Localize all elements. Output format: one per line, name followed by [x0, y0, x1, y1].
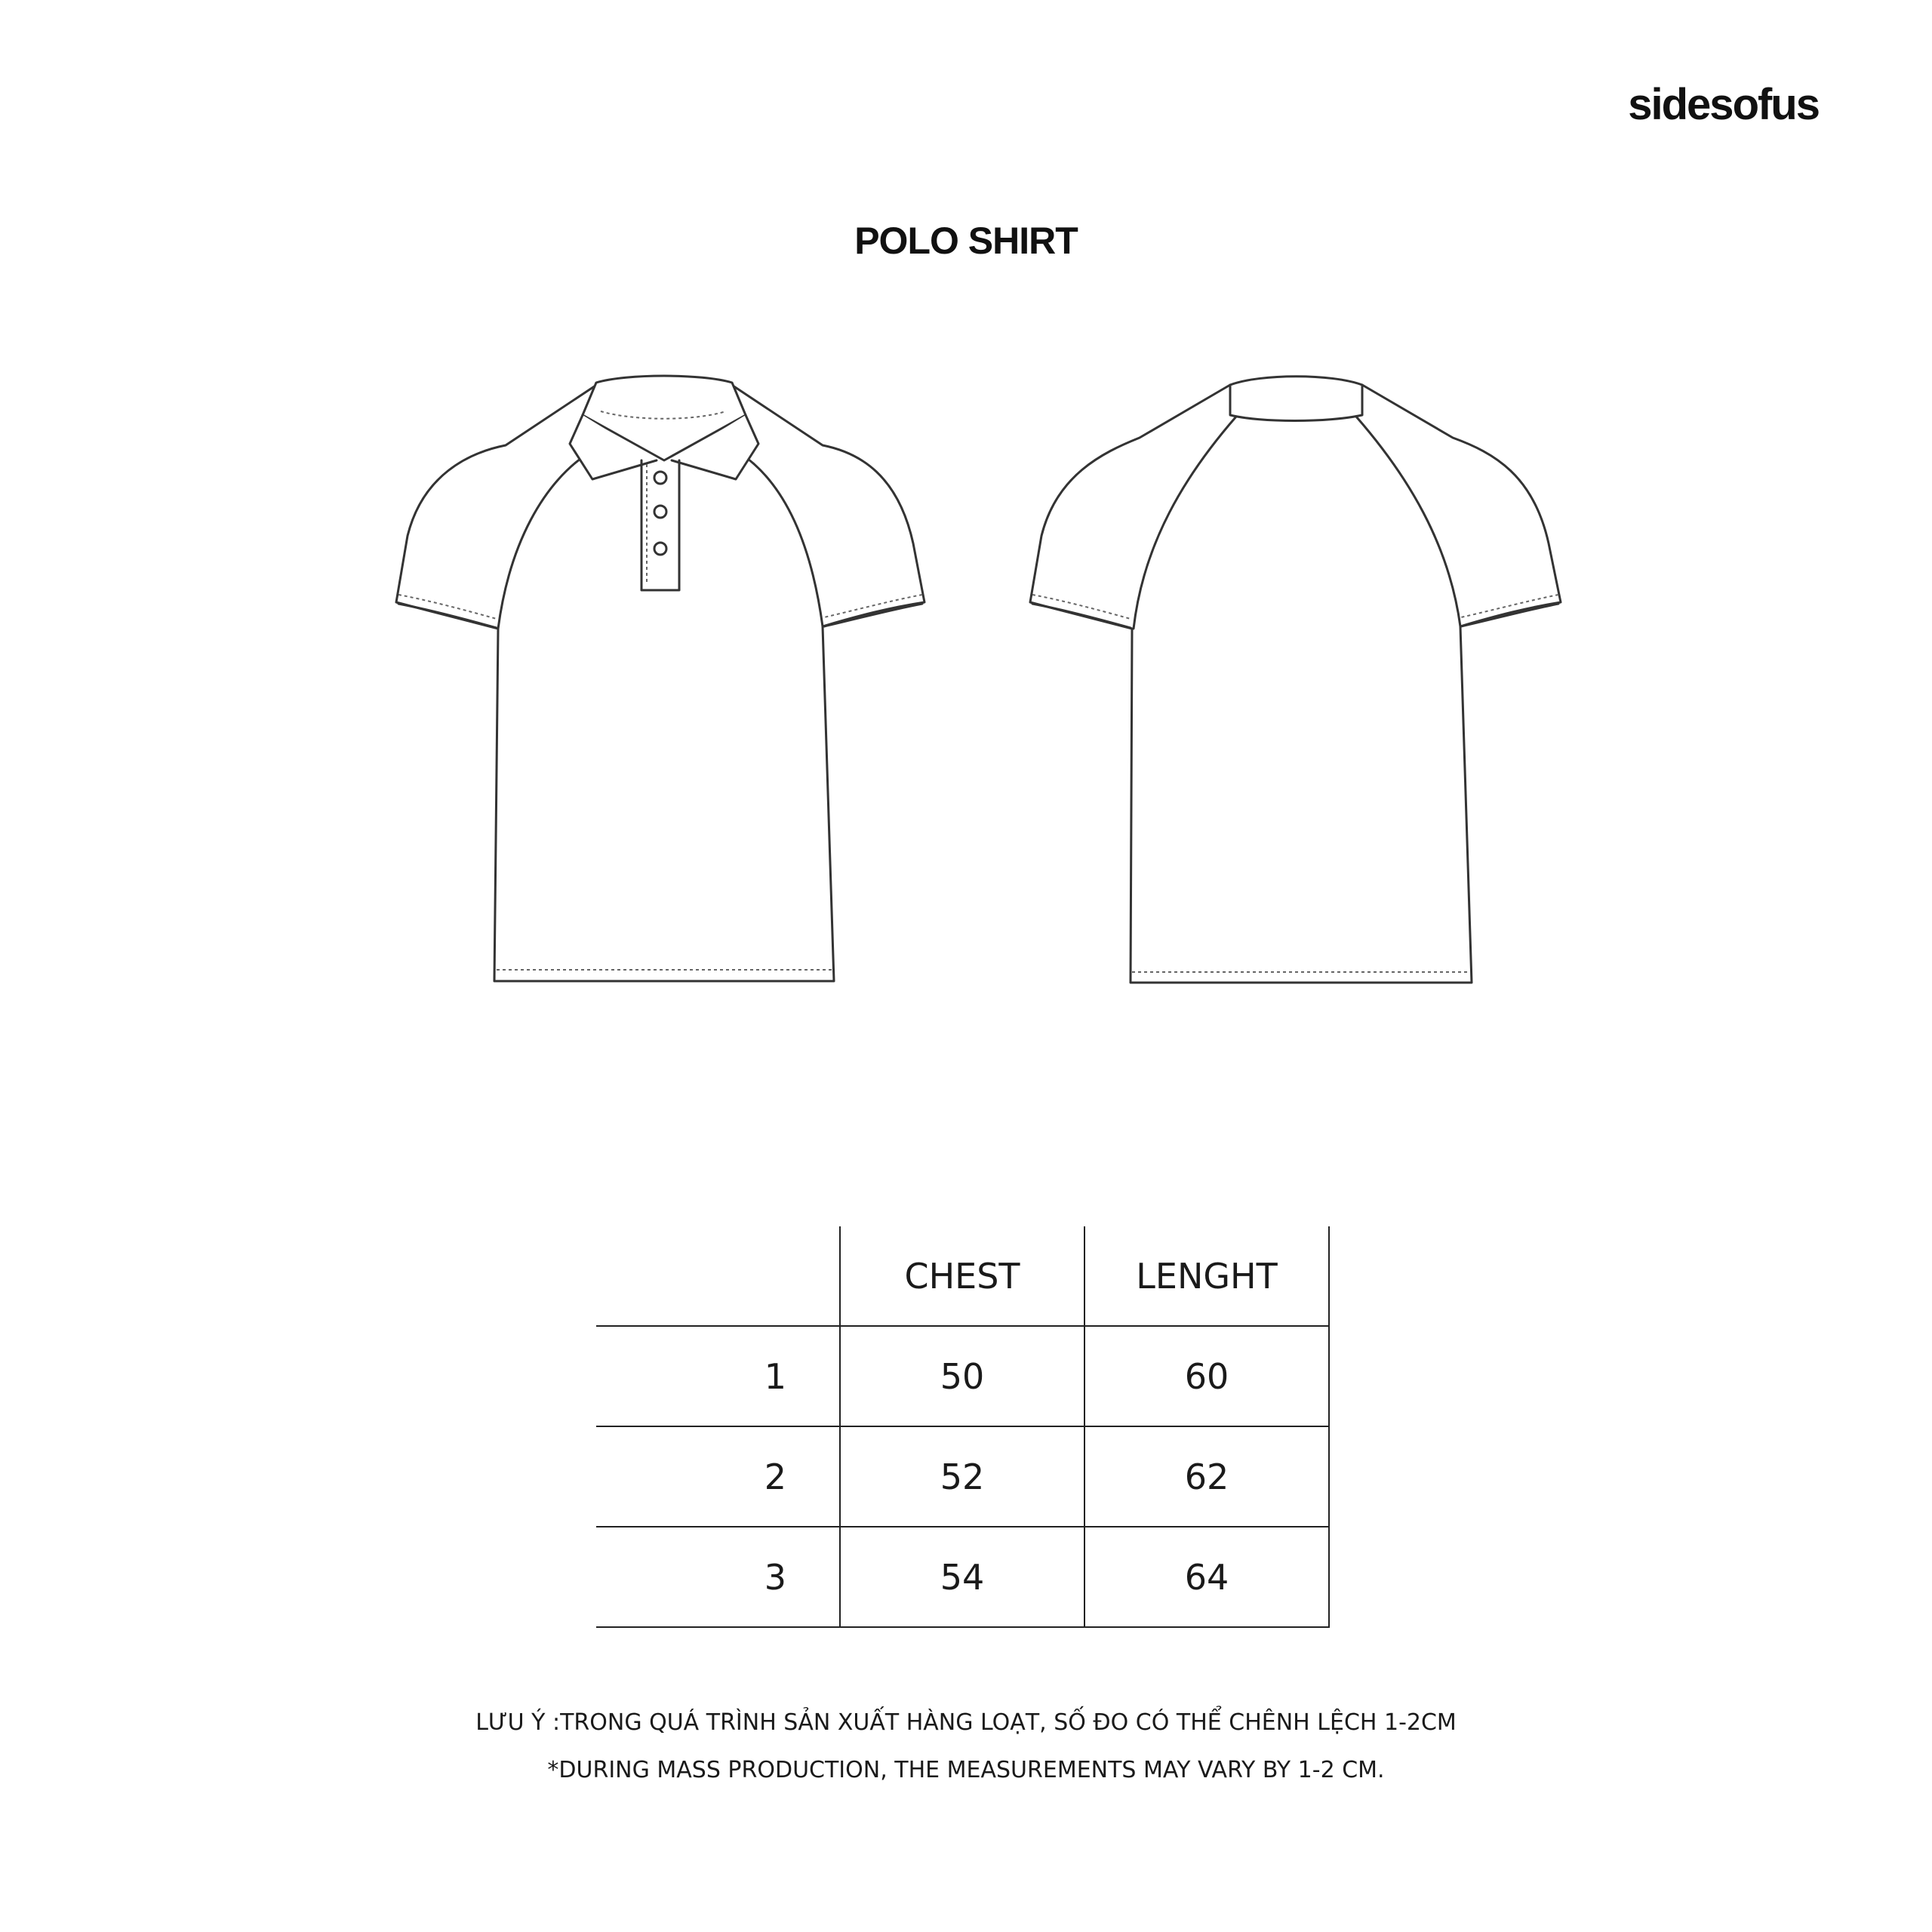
header-length: LENGHT: [1084, 1226, 1329, 1326]
note-english: *DURING MASS PRODUCTION, THE MEASUREMENTS MAY VARY BY 1-2 CM.: [547, 1757, 1385, 1783]
note-vietnamese: LƯU Ý :TRONG QUÁ TRÌNH SẢN XUẤT HÀNG LOẠT, SỐ ĐO CÓ THỂ CHÊNH LỆCH 1-2CM: [475, 1709, 1457, 1736]
chest-value: 54: [840, 1527, 1084, 1627]
brand-logo: sidesofus: [1628, 80, 1819, 129]
length-value: 62: [1084, 1426, 1329, 1527]
chest-value: 52: [840, 1426, 1084, 1527]
chest-value: 50: [840, 1326, 1084, 1426]
size-value: 2: [596, 1426, 840, 1527]
table-row: [596, 1326, 1329, 1426]
size-chart-header-row: [596, 1226, 1329, 1326]
page-title: POLO SHIRT: [854, 220, 1078, 262]
header-size: [596, 1226, 840, 1326]
size-value: 1: [596, 1326, 840, 1426]
table-row: [596, 1426, 1329, 1527]
header-chest: CHEST: [840, 1226, 1084, 1326]
table-row: [596, 1527, 1329, 1627]
polo-front-illustration: [377, 355, 951, 996]
polo-back-illustration: [1011, 355, 1585, 996]
size-value: 3: [596, 1527, 840, 1627]
length-value: 60: [1084, 1326, 1329, 1426]
length-value: 64: [1084, 1527, 1329, 1627]
size-chart-table: [596, 1226, 1330, 1628]
